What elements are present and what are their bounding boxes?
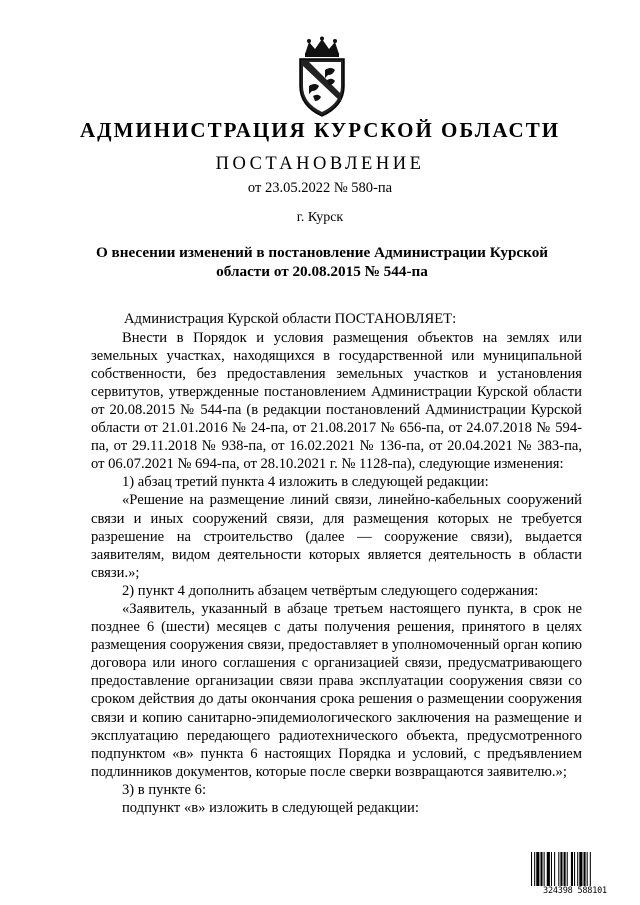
- document-subject: О внесении изменений в постановление Администрации Курской области от 20.08.2015 № 544-па: [95, 244, 549, 280]
- document-body: [91, 310, 582, 817]
- body-paragraph: подпункт «в» изложить в следующей редакции:: [122, 800, 419, 817]
- barcode-bars: [531, 852, 619, 886]
- document-date-number: от 23.05.2022 № 580-па: [247, 180, 393, 196]
- document-type: ПОСТАНОВЛЕНИЕ: [215, 154, 425, 174]
- body-paragraph: 3) в пункте 6:: [122, 781, 207, 798]
- body-paragraph: 2) пункт 4 дополнить абзацем четвёртым следующего содержания:: [122, 582, 539, 599]
- barcode: [531, 852, 619, 898]
- coat-of-arms-emblem: [291, 36, 353, 120]
- body-paragraph: 1) абзац третий пункта 4 изложить в следующей редакции:: [122, 474, 489, 491]
- body-paragraph: «Заявитель, указанный в абзаце третьем настоящего пункта, в срок не позднее 6 (шести) месяцев с даты получения решения, принятого в целях размещения сооружения связи, предоставляет в уполномоченный орган копию договора или иного соглашения с организацией связи, предусматривающего предоставление организации связи права эксплуатации сооружения связи со сроком действия до даты окончания срока решения о размещении сооружения связи и копию санитарно-эпидемиологического заключения на размещение и эксплуатацию передающего радиотехнического объекта, предусмотренного подпунктом «в» пункта 6 настоящих Порядка и условий, с предъявлением подлинников документов, которые после сверки возвращаются заявителю.»;: [91, 601, 582, 780]
- resolution-lead: Администрация Курской области ПОСТАНОВЛЯЕТ:: [124, 311, 457, 327]
- barcode-number: 324398 588101: [543, 886, 607, 896]
- body-paragraph: «Решение на размещение линий связи, линейно-кабельных сооружений связи и иных сооружений связи, для размещения которых не требуется разрешение на строительство (далее — сооружение связи), выдается заявителям, видом деятельности которых является деятельность в области связи.»;: [91, 492, 582, 581]
- body-paragraph: Внести в Порядок и условия размещения объектов на землях или земельных участках, находящихся в государственной или муниципальной собственности, без предоставления земельных участков и установления сервитутов, утвержденные постановлением Администрации Курской области от 20.08.2015 № 544-па (в редакции постановлений Администрации Курской области от 21.01.2016 № 24-па, от 21.08.2017 № 656-па, от 24.07.2018 № 594-па, от 29.11.2018 № 938-па, от 16.02.2021 № 136-па, от 20.04.2021 № 383-па, от 06.07.2021 № 694-па, от 28.10.2021 г. № 1128-па), следующие изменения:: [91, 329, 582, 473]
- crown-icon: [305, 37, 339, 58]
- organization-title: АДМИНИСТРАЦИЯ КУРСКОЙ ОБЛАСТИ: [79, 118, 561, 142]
- document-city: г. Курск: [296, 210, 344, 225]
